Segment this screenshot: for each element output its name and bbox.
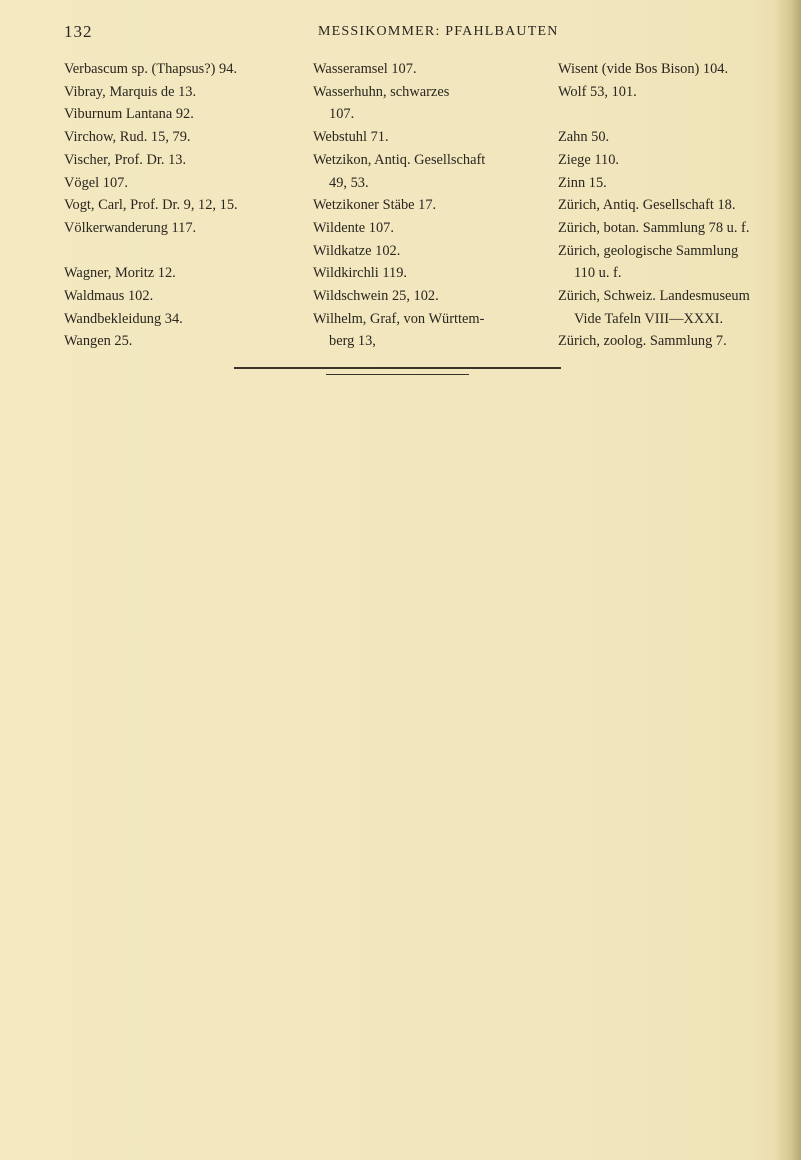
index-entry: Waldmaus 102.: [64, 288, 154, 305]
index-column-1: [64, 58, 304, 353]
index-entry: 110 u. f.: [574, 265, 622, 282]
index-entry: Wildschwein 25, 102.: [313, 288, 439, 305]
index-entry: Wolf 53, 101.: [558, 83, 637, 100]
index-entry: Ziege 110.: [558, 151, 620, 168]
index-entry: Wetzikon, Antiq. Gesellschaft: [313, 151, 486, 168]
index-entry: Vide Tafeln VIII—XXXI.: [574, 310, 724, 327]
index-entry: Virchow, Rud. 15, 79.: [64, 129, 191, 146]
index-entry: Wildkatze 102.: [313, 242, 401, 259]
index-entry: Wasseramsel 107.: [313, 61, 417, 77]
index-entry: Viburnum Lantana 92.: [64, 106, 194, 123]
index-entry: Verbascum sp. (Thapsus?) 94.: [64, 61, 238, 77]
index-entry: 49, 53.: [329, 174, 369, 191]
index-entry: Zürich, geologische Sammlung: [558, 242, 739, 259]
index-entry: berg 13,: [329, 333, 376, 350]
end-rule-long: [234, 367, 561, 369]
index-column-3: [558, 58, 774, 353]
end-rule-short: [326, 374, 469, 375]
page-number: 132: [64, 22, 93, 41]
index-entry: Zürich, botan. Sammlung 78 u. f.: [558, 219, 750, 236]
index-entry: Zürich, Schweiz. Landesmuseum: [558, 288, 750, 305]
index-entry: 107.: [329, 106, 355, 123]
index-entry: Vögel 107.: [64, 174, 128, 191]
index-entry: Vogt, Carl, Prof. Dr. 9, 12, 15.: [64, 197, 238, 214]
index-entry: Zahn 50.: [558, 129, 610, 146]
index-entry: Zürich, Antiq. Gesellschaft 18.: [558, 197, 736, 214]
index-entry: Vischer, Prof. Dr. 13.: [64, 151, 187, 168]
index-entry: Wildkirchli 119.: [313, 265, 408, 282]
index-entry: Webstuhl 71.: [313, 129, 389, 146]
index-entry: Wasserhuhn, schwarzes: [313, 83, 450, 100]
index-entry: Völkerwanderung 117.: [64, 219, 197, 236]
page-edge-shadow: [775, 0, 801, 1160]
index-entry: Wildente 107.: [313, 219, 394, 236]
index-entry: Wandbekleidung 34.: [64, 310, 183, 327]
index-entry: Wagner, Moritz 12.: [64, 265, 176, 282]
index-entry: Wetzikoner Stäbe 17.: [313, 197, 437, 214]
index-entry: Zinn 15.: [558, 174, 607, 191]
index-entry: Wisent (vide Bos Bison) 104.: [558, 61, 729, 77]
index-entry: Vibray, Marquis de 13.: [64, 83, 197, 100]
running-title: MESSIKOMMER: PFAHLBAUTEN: [318, 24, 559, 39]
index-entry: Wilhelm, Graf, von Württem-: [313, 310, 485, 327]
index-column-2: [313, 58, 545, 353]
page-header: [64, 22, 764, 46]
index-entry: Wangen 25.: [64, 333, 133, 350]
index-columns: [64, 58, 774, 348]
index-entry: Zürich, zoolog. Sammlung 7.: [558, 333, 727, 350]
